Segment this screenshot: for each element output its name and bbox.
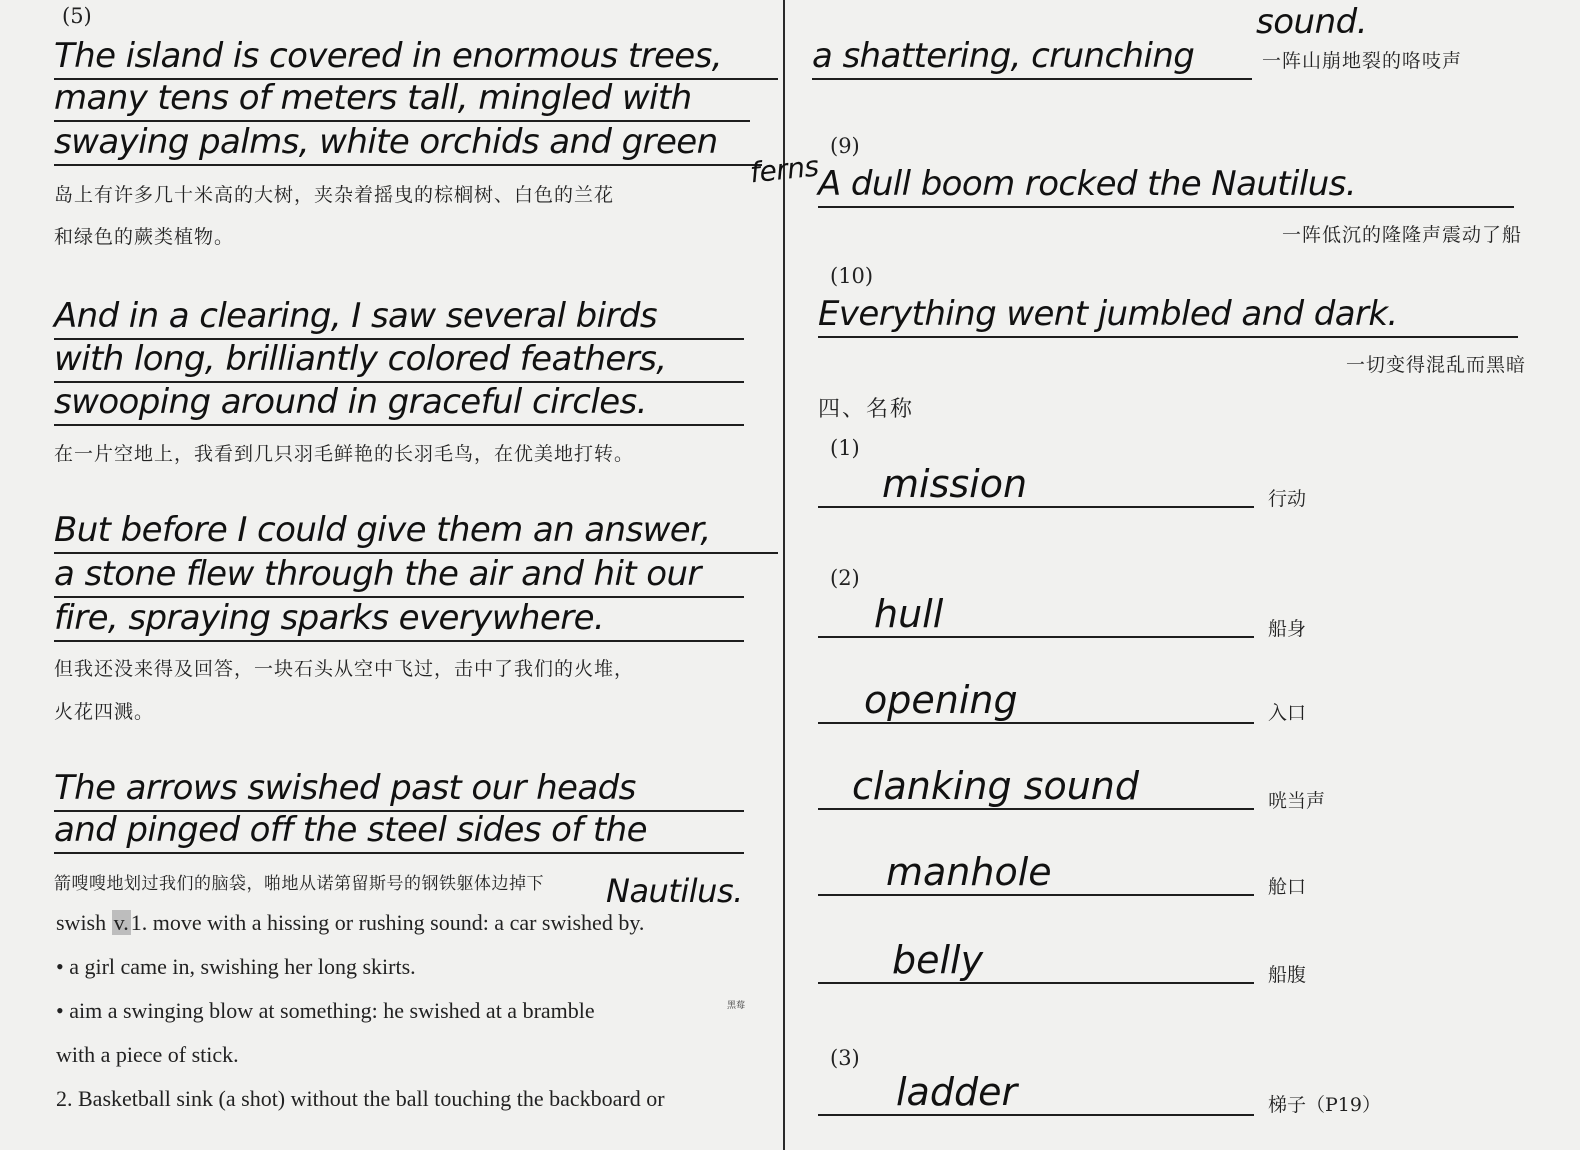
vocab-word: manhole (818, 848, 1254, 896)
item-number-5: (5) (62, 4, 92, 28)
handwritten-word: ferns (748, 149, 820, 190)
definition-text: with a piece of stick. (56, 1042, 239, 1067)
item-number-9: (9) (830, 134, 860, 158)
definition-example: • a girl came in, swishing her long skirts. (56, 954, 416, 979)
vocab-gloss: 行动 (1268, 488, 1307, 510)
vocab-gloss: 舱口 (1268, 876, 1307, 898)
handwritten-word: Nautilus. (606, 872, 743, 910)
translation: 一切变得混乱而黑暗 (1345, 354, 1526, 376)
vocab-word: hull (818, 590, 1254, 638)
handwritten-line: many tens of meters tall, mingled with (54, 76, 750, 122)
handwritten-line: The island is covered in enormous trees, (54, 34, 778, 80)
part-of-speech: v. (113, 910, 129, 935)
dictionary-definition (56, 910, 644, 936)
definition-example: • aim a swinging blow at something: he swished at a bramble (56, 998, 595, 1023)
margin-note: 黑莓 (727, 1001, 746, 1011)
translation: 箭嗖嗖地划过我们的脑袋，啪地从诺第留斯号的钢铁躯体边掉下 (54, 874, 544, 894)
item-number: (2) (830, 566, 860, 590)
handwritten-line: and pinged off the steel sides of the (54, 808, 744, 854)
handwritten-line: The arrows swished past our heads (54, 766, 744, 812)
translation: 但我还没来得及回答，一块石头从空中飞过，击中了我们的火堆， (54, 658, 635, 680)
vocab-word: ladder (818, 1068, 1254, 1116)
handwritten-word: sound. (1256, 2, 1368, 42)
vocab-word: clanking sound (818, 762, 1254, 810)
vocab-gloss: 船身 (1268, 618, 1307, 640)
handwritten-line: Everything went jumbled and dark. (818, 292, 1518, 338)
translation: 和绿色的蕨类植物。 (54, 226, 235, 248)
vocab-word: mission (818, 460, 1254, 508)
definition-text: 1. move with a hissing or rushing sound: a car swished by. (130, 910, 645, 935)
handwritten-line: And in a clearing, I saw several birds (54, 294, 744, 340)
handwritten-line: fire, spraying sparks everywhere. (54, 596, 744, 642)
handwritten-line: swaying palms, white orchids and green (54, 120, 762, 166)
definition-text: 2. Basketball sink (a shot) without the ball touching the backboard or (56, 1086, 665, 1111)
handwritten-line: a stone flew through the air and hit our (54, 552, 744, 598)
translation: 在一片空地上，我看到几只羽毛鲜艳的长羽毛鸟，在优美地打转。 (54, 443, 635, 465)
translation: 一阵低沉的隆隆声震动了船 (1281, 224, 1522, 246)
translation: 火花四溅。 (54, 701, 155, 723)
vocab-word: opening (818, 676, 1254, 724)
headword: swish (56, 910, 107, 935)
item-number-10: (10) (830, 264, 874, 288)
handwritten-line: with long, brilliantly colored feathers, (54, 337, 744, 383)
vocab-gloss: 船腹 (1268, 964, 1307, 986)
item-number: (3) (830, 1046, 860, 1070)
handwritten-line: swooping around in graceful circles. (54, 380, 744, 426)
vocab-gloss: 梯子（P19） (1268, 1094, 1381, 1116)
vocab-gloss: 咣当声 (1268, 790, 1326, 812)
section-title: 四、名称 (818, 397, 915, 422)
handwritten-line: A dull boom rocked the Nautilus. (818, 162, 1514, 208)
vocab-gloss: 入口 (1268, 702, 1307, 724)
translation: 岛上有许多几十米高的大树，夹杂着摇曳的棕榈树、白色的兰花 (54, 184, 615, 206)
item-number: (1) (830, 436, 860, 460)
handwritten-line: But before I could give them an answer, (54, 508, 778, 554)
vocab-word: belly (818, 936, 1254, 984)
handwritten-line: a shattering, crunching (812, 34, 1252, 80)
translation: 一阵山崩地裂的咯吱声 (1262, 50, 1463, 72)
